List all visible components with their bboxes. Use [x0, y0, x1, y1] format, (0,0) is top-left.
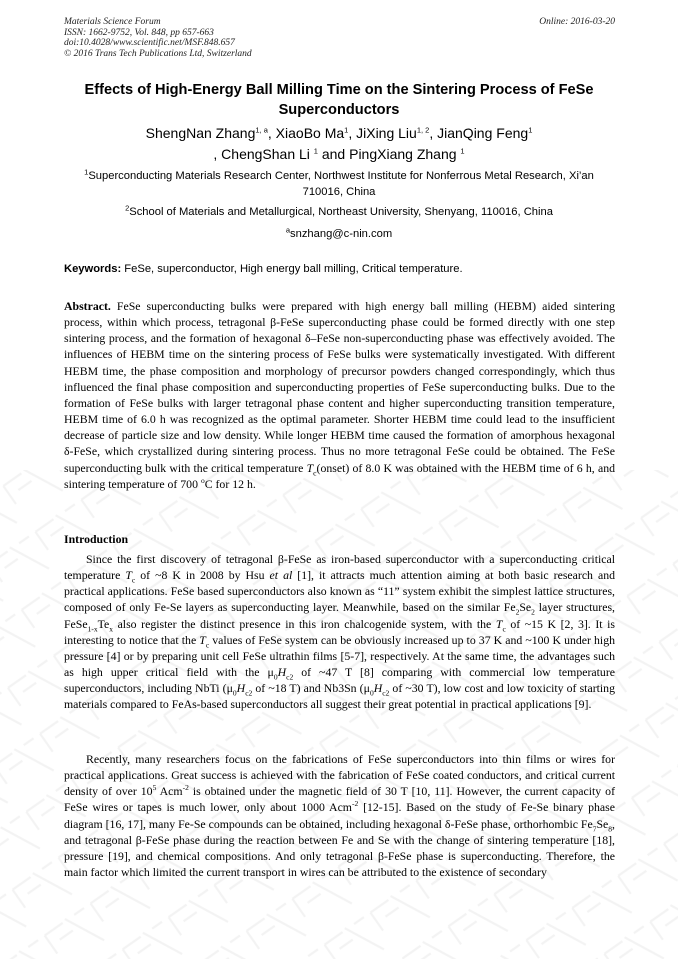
keywords-text: FeSe, superconductor, High energy ball milling, Critical temperature.	[121, 263, 463, 275]
affiliation-2	[64, 204, 614, 220]
journal-name: Materials Science Forum	[64, 17, 161, 27]
journal-header	[64, 17, 252, 59]
author-affiliation-mark: 1	[528, 125, 533, 135]
author-name: , JiXing Liu	[348, 125, 417, 141]
author-name: ShengNan Zhang	[145, 125, 256, 141]
online-date: Online: 2016-03-20	[539, 17, 615, 27]
section-heading-introduction: Introduction	[64, 532, 129, 546]
author-list	[70, 123, 608, 165]
introduction-paragraph-2: Recently, many researchers focus on the fabrications of FeSe superconductors into thin films or wires for practical applications. Great success is achieved with the fabrication of FeSe coated conductors, and critical current density of over $10^5$ Acm$^{-2}$ is obtained under the magnetic field of 30 T [10, 11]. However, the current capacity of FeSe wires or tapes is much lower, only about 1000 Acm$^{-2}$ [12-15]. Based on the study of Fe-Se binary phase diagram [16, 17], many Fe-Se compounds can be obtained, including hexagonal δ-FeSe phase, orthorhombic $Fe_7Se_8$, and tetragonal β-FeSe phase during the reaction between Fe and Se with the change of sintering temperature [18], pressure [19], and chemical compositions. And only tetragonal β-FeSe phase is superconducting. Therefore, the main factor which limited the current transport in wires can be attributed to the existence of secondary	[64, 752, 616, 880]
abstract-label: Abstract.	[64, 299, 111, 313]
email-address[interactable]: snzhang@c-nin.com	[290, 228, 393, 240]
author-affiliation-mark: 1, a	[255, 125, 268, 135]
author-name: , XiaoBo Ma	[267, 125, 345, 141]
author-affiliation-mark: 1	[344, 125, 349, 135]
contact-email	[64, 226, 614, 242]
introduction-paragraph-1: Since the first discovery of tetragonal β-FeSe as iron-based superconductor with a superconducting critical temperature $T_c$ of ~8 K in 2008 by Hsu et al [1], it attracts much attention aiming at both basic research and practical applications. FeSe based superconductors also known as “11” system exhibit the simplest lattice structures, composed of only Fe-Se layers as superconducting layer. Meanwhile, based on the similar $Fe_2Se_2$ layer structures, $FeSe_{1-x}Te_x$ also register the distinct presence in this iron chalcogenide system, with the $T_c$ of ~15 K [2, 3]. It is interesting to notice that the $T_c$ values of FeSe system can be obviously increased up to 37 K and ~100 K under high pressure [4] or by preparing unit cell FeSe ultrathin films [5-7], respectively. At the same time, the advantages such as high upper critical field with the $\mu_0H_{c2}$ of ~47 T [8] comparing with commercial low temperature superconductors, including NbTi ($\mu_0H_{c2}$ of ~18 T) and Nb3Sn ($\mu_0H_{c2}$ of ~30 T), low cost and low toxicity of starting materials compared to FeAs-based superconductors all suggest their great potential in practical applications [9].	[64, 552, 615, 712]
affiliation-text: Superconducting Materials Research Center, Northwest Institute for Nonferrous Metal Research, Xi’an 710016, China	[88, 170, 594, 198]
author-affiliation-mark: 1, 2	[416, 125, 430, 135]
keywords-label: Keywords:	[64, 263, 122, 275]
doi-link[interactable]: doi:10.4028/www.scientific.net/MSF.848.657	[64, 38, 235, 48]
email-mark: a	[285, 225, 290, 235]
author-affiliation-mark: 1	[460, 146, 465, 156]
author-name: and PingXiang Zhang	[317, 146, 461, 162]
author-name: , ChengShan Li	[213, 146, 314, 162]
issn-line: ISSN: 1662-9752, Vol. 848, pp 657-663	[64, 27, 214, 38]
affiliation-1	[64, 168, 614, 200]
abstract: Abstract. FeSe superconducting bulks were prepared with high energy ball milling (HEBM) aided sintering process, within which process, tetragonal β-FeSe superconducting phase could be formed directly with one step sintering process, and the formation of hexagonal δ–FeSe non-superconducting phase was effectively avoided. The influences of HEBM time on the sintering process of FeSe bulks were systematically investigated. With different HEBM time, the phase composition and morphology of precursor powders changed correspondingly, which thus influenced the final phase composition and superconducting properties of FeSe superconducting bulks. Due to the formation of FeSe bulks with larger tetragonal phase content and higher superconducting transition temperature, HEBM time of 6.0 h was recognized as the optimal parameter. Shorter HEBM time could lead to the insufficient decrease of particle size and low density. While longer HEBM time caused the formation of amorphous hexagonal δ-FeSe, which crystallized during sintering process. Thus no more tetragonal FeSe could be obtained. The FeSe superconducting bulk with the critical temperature $T_c(onset)$ of 8.0 K was obtained with the HEBM time of 6 h, and sintering temperature of 700 $^o$C for 12 h.	[64, 299, 615, 491]
affiliation-text: School of Materials and Metallurgical, Northeast University, Shenyang, 110016, China	[129, 206, 553, 218]
paper-title: Effects of High-Energy Ball Milling Time on the Sintering Process of FeSe Superconductors	[84, 82, 594, 118]
author-affiliation-mark: 1	[313, 146, 318, 156]
keywords	[64, 262, 616, 277]
affiliation-mark: 1	[84, 167, 89, 177]
affiliation-mark: 2	[125, 203, 130, 213]
copyright-line: © 2016 Trans Tech Publications Ltd, Switzerland	[64, 48, 252, 59]
author-name: , JianQing Feng	[429, 125, 529, 141]
